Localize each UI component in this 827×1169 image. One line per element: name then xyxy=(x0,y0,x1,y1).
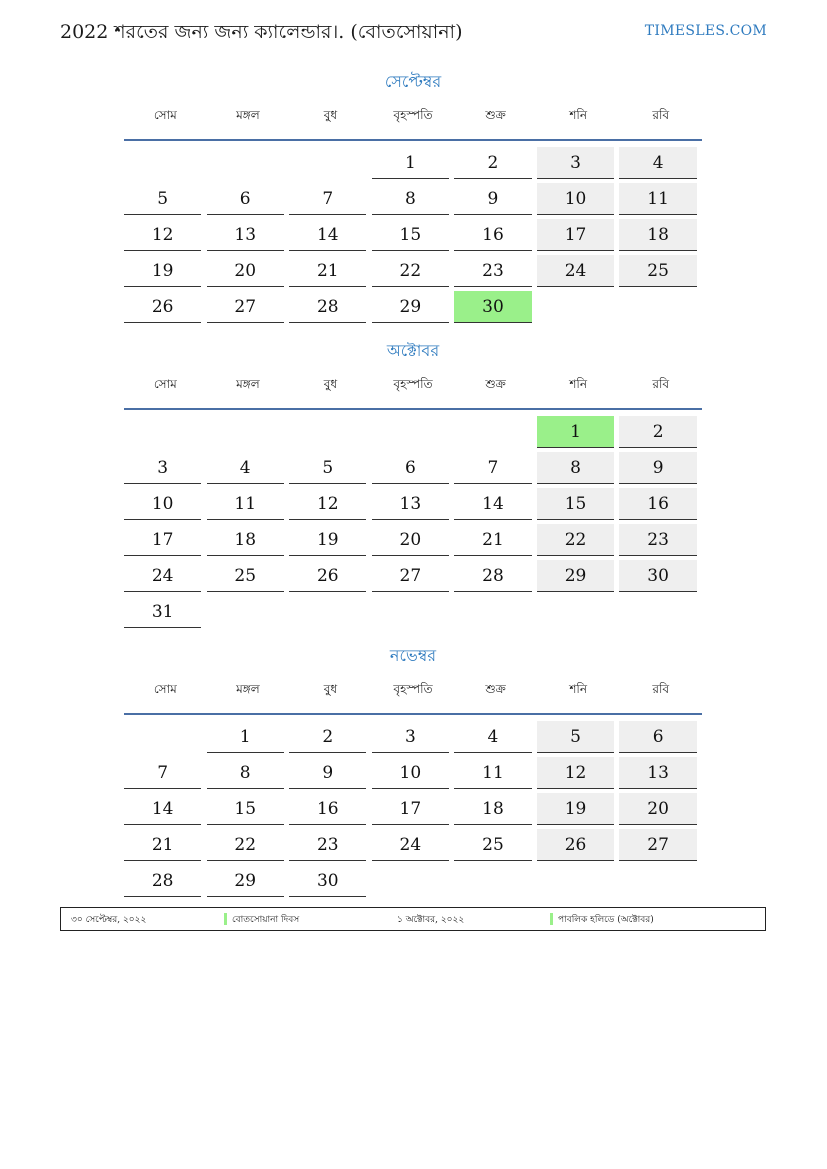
weekday-label: বুধ xyxy=(323,108,338,122)
month-title: নভেম্বর xyxy=(389,646,437,665)
day-cell[interactable]: 6 xyxy=(372,452,449,484)
day-cell[interactable]: 29 xyxy=(537,560,614,592)
week-row xyxy=(124,863,702,899)
month-september xyxy=(124,69,702,325)
week-row xyxy=(124,217,702,253)
empty-day-cell xyxy=(619,596,696,628)
day-cell[interactable]: 23 xyxy=(619,524,696,556)
day-cell[interactable]: 15 xyxy=(537,488,614,520)
day-cell[interactable]: 20 xyxy=(372,524,449,556)
day-cell[interactable]: 19 xyxy=(289,524,366,556)
week-row xyxy=(124,719,702,755)
day-cell[interactable]: 12 xyxy=(537,757,614,789)
day-grid xyxy=(124,145,702,325)
day-cell[interactable]: 26 xyxy=(537,829,614,861)
empty-day-cell xyxy=(289,147,366,179)
day-cell[interactable]: 24 xyxy=(537,255,614,287)
empty-day-cell xyxy=(372,865,449,897)
day-cell[interactable]: 18 xyxy=(454,793,531,825)
week-row xyxy=(124,414,702,450)
legend-event xyxy=(550,912,713,927)
day-cell[interactable]: 17 xyxy=(372,793,449,825)
day-cell[interactable]: 16 xyxy=(619,488,696,520)
month-november xyxy=(124,643,702,899)
day-cell[interactable]: 30 xyxy=(454,291,531,323)
day-cell[interactable]: 24 xyxy=(124,560,201,592)
empty-day-cell xyxy=(207,416,284,448)
week-row xyxy=(124,145,702,181)
day-cell[interactable]: 9 xyxy=(454,183,531,215)
day-cell[interactable]: 6 xyxy=(619,721,696,753)
day-cell[interactable]: 21 xyxy=(124,829,201,861)
weekday-label: বৃহস্পতি xyxy=(393,682,433,696)
day-cell[interactable]: 25 xyxy=(207,560,284,592)
day-cell[interactable]: 20 xyxy=(619,793,696,825)
weekday-label: শনি xyxy=(569,682,588,696)
day-cell[interactable]: 29 xyxy=(207,865,284,897)
day-cell[interactable]: 24 xyxy=(372,829,449,861)
day-cell[interactable]: 13 xyxy=(207,219,284,251)
day-cell[interactable]: 4 xyxy=(207,452,284,484)
weekday-label: বৃহস্পতি xyxy=(393,377,433,391)
weekday-label: শুক্র xyxy=(485,108,506,122)
day-cell[interactable]: 25 xyxy=(454,829,531,861)
day-cell[interactable]: 21 xyxy=(289,255,366,287)
day-cell[interactable]: 28 xyxy=(289,291,366,323)
day-cell[interactable]: 16 xyxy=(454,219,531,251)
day-cell[interactable]: 15 xyxy=(372,219,449,251)
empty-day-cell xyxy=(124,147,201,179)
empty-day-cell xyxy=(372,596,449,628)
day-cell[interactable]: 2 xyxy=(619,416,696,448)
day-cell[interactable]: 11 xyxy=(454,757,531,789)
day-cell[interactable]: 30 xyxy=(619,560,696,592)
weekday-label: রবি xyxy=(652,682,670,696)
week-row xyxy=(124,522,702,558)
day-cell[interactable]: 10 xyxy=(372,757,449,789)
day-cell[interactable]: 12 xyxy=(289,488,366,520)
day-cell[interactable]: 11 xyxy=(619,183,696,215)
day-cell[interactable]: 1 xyxy=(537,416,614,448)
weekday-header xyxy=(124,95,702,141)
day-cell[interactable]: 31 xyxy=(124,596,201,628)
weekday-label: মঙ্গল xyxy=(236,682,260,696)
weekday-label: বৃহস্পতি xyxy=(393,108,433,122)
weekday-label: শুক্র xyxy=(485,377,506,391)
day-cell[interactable]: 23 xyxy=(289,829,366,861)
legend-date: ৩০ সেপ্টেম্বর, ২০২২ xyxy=(71,914,147,925)
day-cell[interactable]: 11 xyxy=(207,488,284,520)
empty-day-cell xyxy=(289,416,366,448)
day-cell[interactable]: 10 xyxy=(124,488,201,520)
holiday-marker xyxy=(224,913,227,925)
month-october xyxy=(124,338,702,630)
day-cell[interactable]: 2 xyxy=(289,721,366,753)
day-cell[interactable]: 3 xyxy=(537,147,614,179)
day-cell[interactable]: 23 xyxy=(454,255,531,287)
day-cell[interactable]: 6 xyxy=(207,183,284,215)
day-cell[interactable]: 29 xyxy=(372,291,449,323)
day-cell[interactable]: 5 xyxy=(537,721,614,753)
weekday-header xyxy=(124,364,702,410)
holiday-marker xyxy=(550,913,553,925)
page-title: 2022 শরতের জন্য জন্য ক্যালেন্ডার।. (বোতসোয়ানা) xyxy=(60,21,463,43)
day-cell[interactable]: 5 xyxy=(289,452,366,484)
day-cell[interactable]: 9 xyxy=(289,757,366,789)
week-row xyxy=(124,289,702,325)
legend-event-label: পাবলিক হলিডে (অক্টোবর) xyxy=(558,914,654,925)
day-cell[interactable]: 26 xyxy=(289,560,366,592)
month-title: সেপ্টেম্বর xyxy=(384,72,442,91)
day-cell[interactable]: 14 xyxy=(454,488,531,520)
legend-date: ১ অক্টোবর, ২০২২ xyxy=(397,914,465,925)
empty-day-cell xyxy=(619,291,696,323)
day-cell[interactable]: 3 xyxy=(124,452,201,484)
holiday-legend xyxy=(60,907,766,931)
day-cell[interactable]: 18 xyxy=(207,524,284,556)
empty-day-cell xyxy=(124,416,201,448)
day-cell[interactable]: 8 xyxy=(372,183,449,215)
empty-day-cell xyxy=(537,291,614,323)
weekday-label: শনি xyxy=(569,108,588,122)
day-cell[interactable]: 9 xyxy=(619,452,696,484)
weekday-label: মঙ্গল xyxy=(236,377,260,391)
day-cell[interactable]: 10 xyxy=(537,183,614,215)
day-cell[interactable]: 8 xyxy=(207,757,284,789)
day-cell[interactable]: 22 xyxy=(372,255,449,287)
day-cell[interactable]: 12 xyxy=(124,219,201,251)
weekday-label: সোম xyxy=(153,108,177,122)
empty-day-cell xyxy=(372,416,449,448)
weekday-header xyxy=(124,669,702,715)
day-grid xyxy=(124,414,702,630)
week-row xyxy=(124,253,702,289)
legend-event xyxy=(224,912,387,927)
weekday-label: বুধ xyxy=(323,377,338,391)
weekday-label: সোম xyxy=(153,682,177,696)
day-cell[interactable]: 16 xyxy=(289,793,366,825)
day-cell[interactable]: 8 xyxy=(537,452,614,484)
week-row xyxy=(124,558,702,594)
week-row xyxy=(124,791,702,827)
day-cell[interactable]: 3 xyxy=(372,721,449,753)
day-cell[interactable]: 19 xyxy=(537,793,614,825)
day-cell[interactable]: 25 xyxy=(619,255,696,287)
empty-day-cell xyxy=(537,596,614,628)
empty-day-cell xyxy=(454,416,531,448)
empty-day-cell xyxy=(124,721,201,753)
month-title: অক্টোবর xyxy=(386,341,440,360)
day-cell[interactable]: 17 xyxy=(537,219,614,251)
empty-day-cell xyxy=(619,865,696,897)
day-cell[interactable]: 5 xyxy=(124,183,201,215)
day-cell[interactable]: 22 xyxy=(207,829,284,861)
week-row xyxy=(124,486,702,522)
day-cell[interactable]: 27 xyxy=(207,291,284,323)
week-row xyxy=(124,827,702,863)
week-row xyxy=(124,450,702,486)
day-cell[interactable]: 7 xyxy=(124,757,201,789)
empty-day-cell xyxy=(454,596,531,628)
day-cell[interactable]: 27 xyxy=(619,829,696,861)
weekday-label: বুধ xyxy=(323,682,338,696)
day-cell[interactable]: 22 xyxy=(537,524,614,556)
day-cell[interactable]: 18 xyxy=(619,219,696,251)
day-cell[interactable]: 14 xyxy=(124,793,201,825)
day-cell[interactable]: 15 xyxy=(207,793,284,825)
weekday-label: সোম xyxy=(153,377,177,391)
empty-day-cell xyxy=(454,865,531,897)
empty-day-cell xyxy=(207,147,284,179)
day-cell[interactable]: 30 xyxy=(289,865,366,897)
weekday-label: শনি xyxy=(569,377,588,391)
day-cell[interactable]: 4 xyxy=(619,147,696,179)
weekday-label: রবি xyxy=(652,108,670,122)
empty-day-cell xyxy=(289,596,366,628)
weekday-label: রবি xyxy=(652,377,670,391)
day-cell[interactable]: 26 xyxy=(124,291,201,323)
day-cell[interactable]: 13 xyxy=(372,488,449,520)
day-cell[interactable]: 28 xyxy=(124,865,201,897)
week-row xyxy=(124,755,702,791)
week-row xyxy=(124,594,702,630)
day-cell[interactable]: 28 xyxy=(454,560,531,592)
day-cell[interactable]: 1 xyxy=(372,147,449,179)
day-cell[interactable]: 13 xyxy=(619,757,696,789)
site-link[interactable]: TIMESLES.COM xyxy=(644,23,767,39)
day-cell[interactable]: 17 xyxy=(124,524,201,556)
weekday-label: শুক্র xyxy=(485,682,506,696)
day-cell[interactable]: 19 xyxy=(124,255,201,287)
day-cell[interactable]: 4 xyxy=(454,721,531,753)
day-cell[interactable]: 21 xyxy=(454,524,531,556)
day-cell[interactable]: 20 xyxy=(207,255,284,287)
day-cell[interactable]: 7 xyxy=(454,452,531,484)
day-cell[interactable]: 7 xyxy=(289,183,366,215)
legend-event-label: বোতসোয়ানা দিবস xyxy=(232,914,300,925)
empty-day-cell xyxy=(207,596,284,628)
day-cell[interactable]: 14 xyxy=(289,219,366,251)
empty-day-cell xyxy=(537,865,614,897)
day-grid xyxy=(124,719,702,899)
weekday-label: মঙ্গল xyxy=(236,108,260,122)
week-row xyxy=(124,181,702,217)
day-cell[interactable]: 1 xyxy=(207,721,284,753)
day-cell[interactable]: 27 xyxy=(372,560,449,592)
day-cell[interactable]: 2 xyxy=(454,147,531,179)
